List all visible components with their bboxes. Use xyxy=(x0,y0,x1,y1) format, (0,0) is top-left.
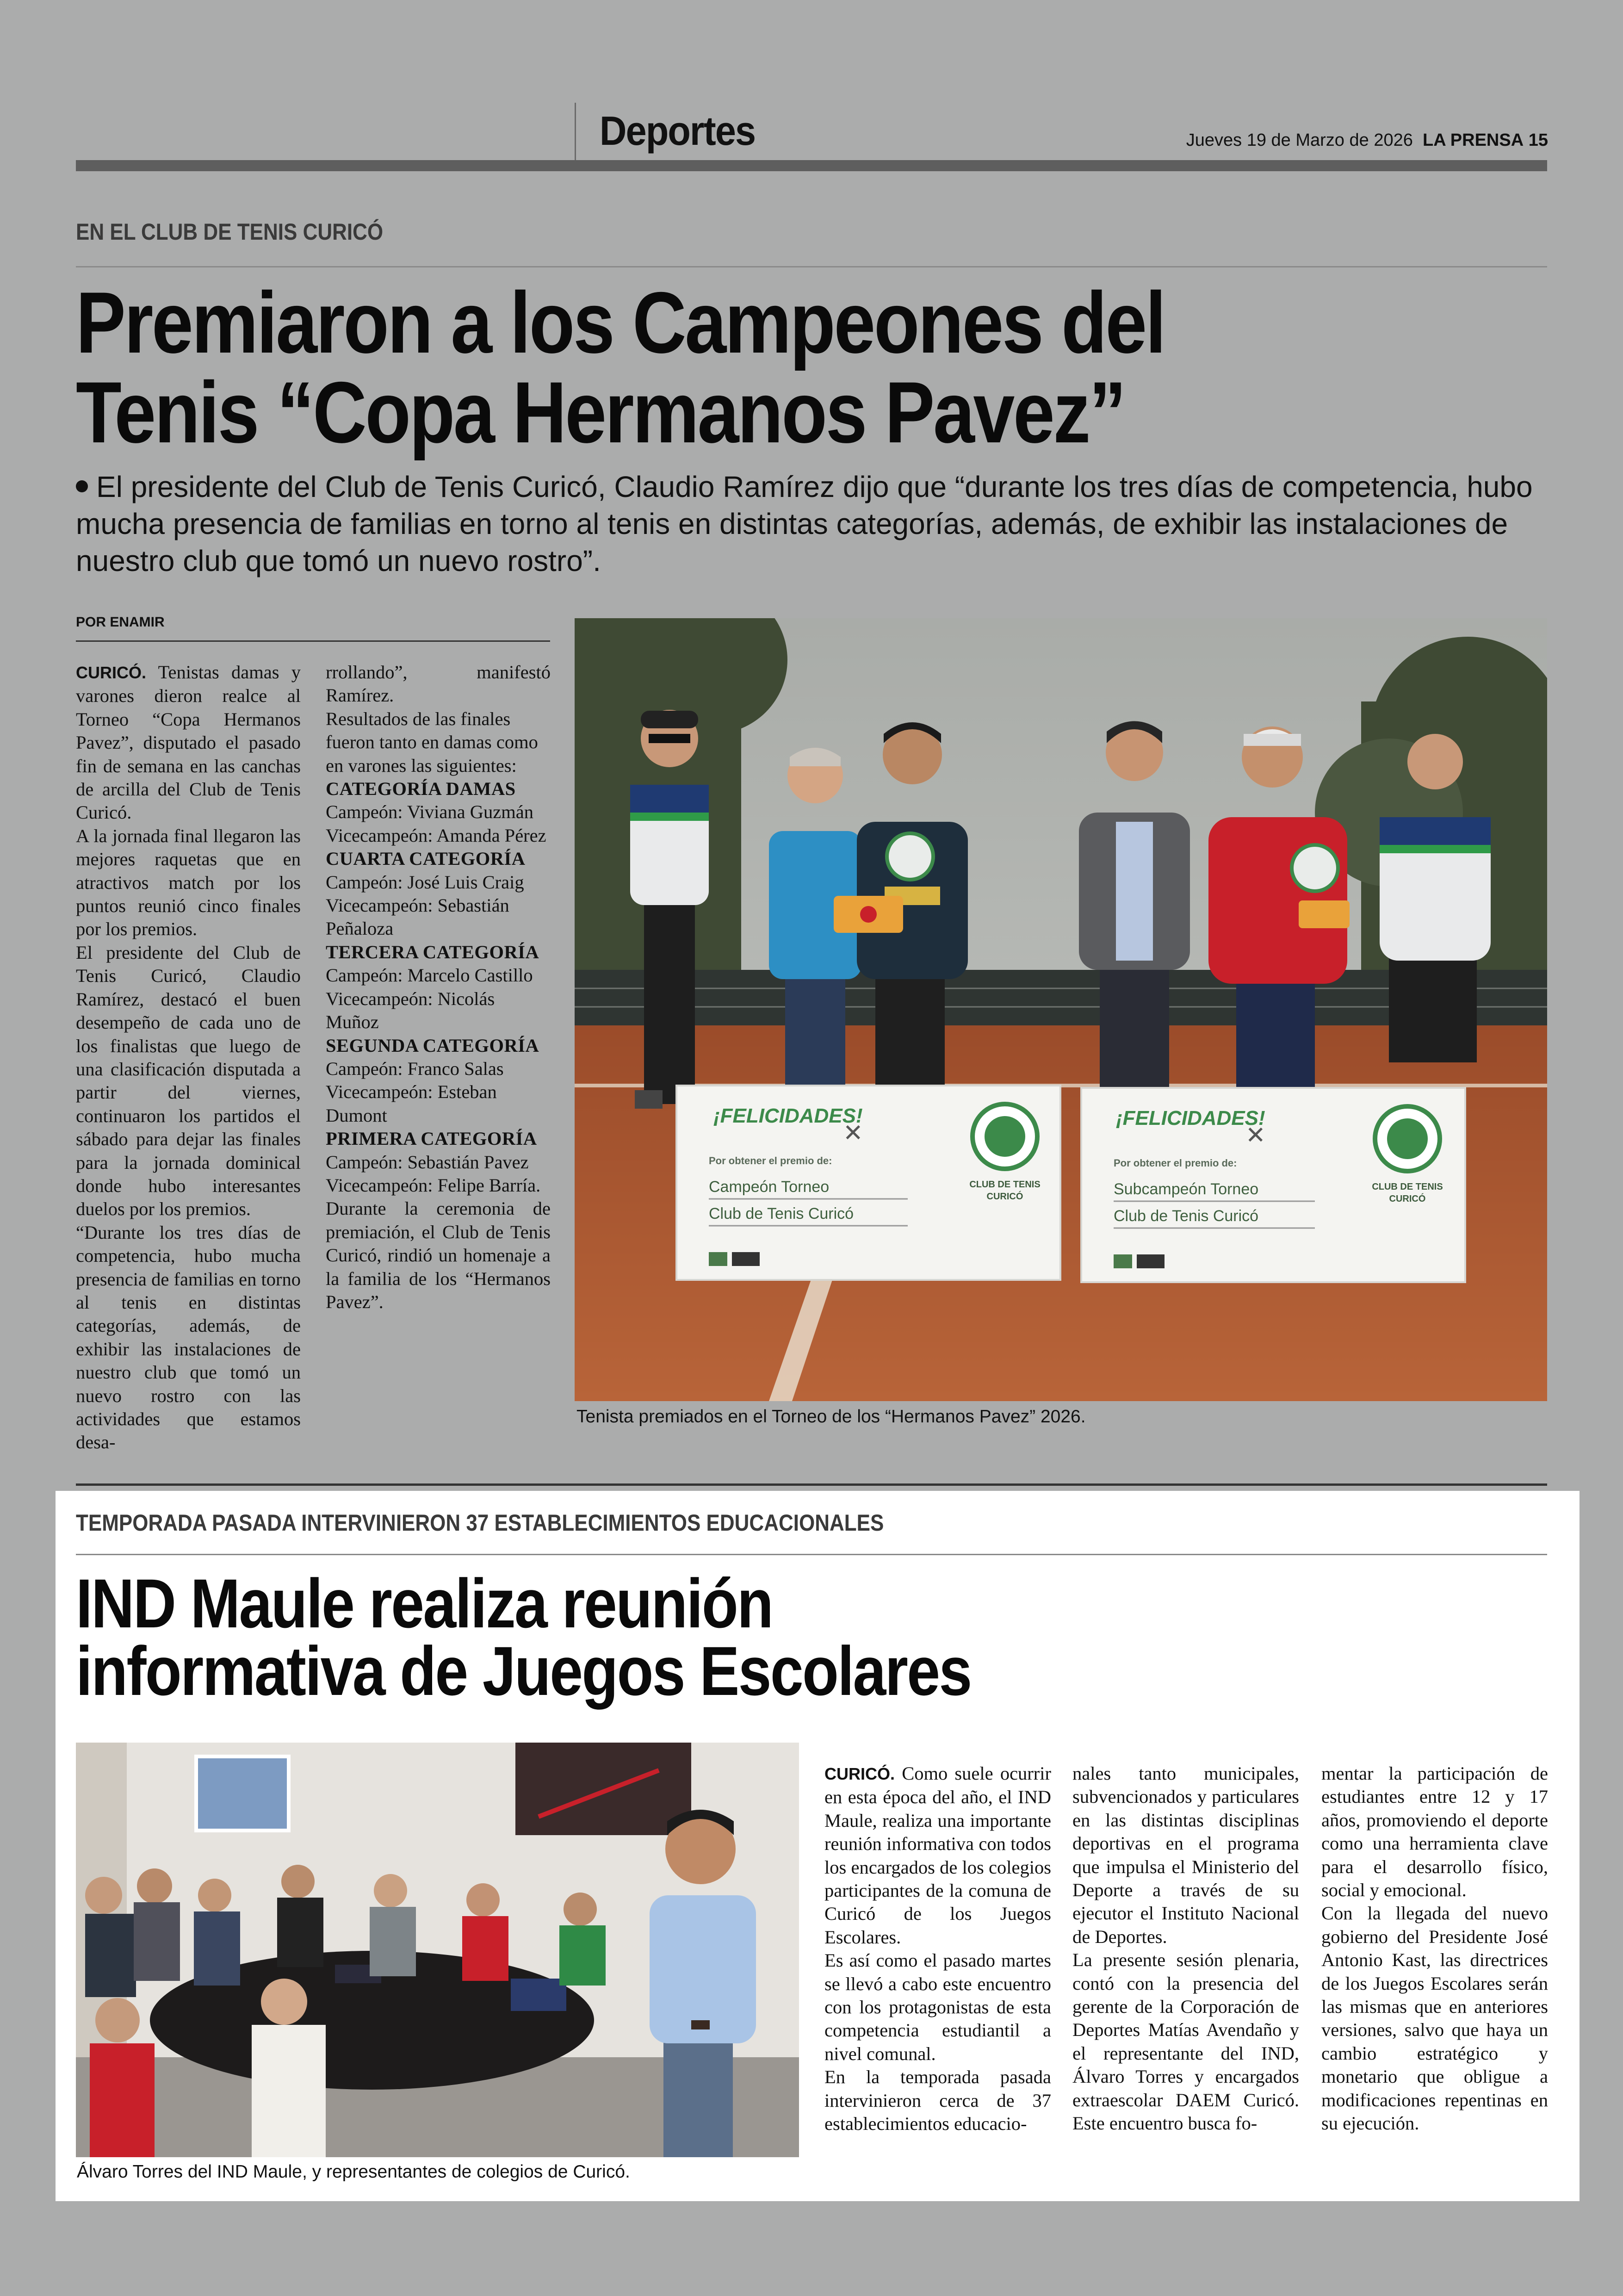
page-number: 15 xyxy=(1528,130,1548,150)
paragraph: La presente sesión plenaria, contó con la presencia del gerente de la Corporación de Deportes Matías Avendaño y el representante del IND, Álvaro Torres y encargados extraescolar DAEM Curicó. Este encuentro busca fo- xyxy=(1072,1949,1299,2134)
article1-deck-text: El presidente del Club de Tenis Curicó, Claudio Ramírez dijo que “durante los tres días de competencia, hubo mucha presencia de familias en torno al tenis en distintas categorías, además, de exhibir las instalaciones de nuestro club que tomó un nuevo rostro”. xyxy=(76,470,1533,577)
runner-up: Vicecampeón: Esteban Dumont xyxy=(326,1081,497,1126)
page-date-line xyxy=(1186,130,1548,150)
club-logo-left-text2: CURICÓ xyxy=(986,1191,1023,1202)
paragraph: mentar la participación de estudiantes entre 12 y 17 años, promoviendo el deporte como una herramienta clave para el desarrollo físico, social y emocional. xyxy=(1321,1763,1548,1901)
category-heading: CATEGORÍA DAMAS xyxy=(326,778,516,800)
paragraph: nales tanto municipales, subvencionados y particulares en las distintas disciplinas deportivas en el programa que impulsa el Ministerio del Deporte a través de su ejecutor el Instituto Nacional de Deportes. xyxy=(1072,1763,1299,1947)
article2-column-2 xyxy=(1072,1762,1299,2135)
runner-up: Vicecampeón: Amanda Pérez xyxy=(326,825,546,846)
article2-photo-caption: Álvaro Torres del IND Maule, y representantes de colegios de Curicó. xyxy=(77,2162,630,2182)
newspaper-name: LA PRENSA xyxy=(1422,130,1524,150)
article2-headline-line1: IND Maule realiza reunión xyxy=(76,1564,773,1642)
article1-kicker: EN EL CLUB DE TENIS CURICÓ xyxy=(76,219,384,245)
runner-up: Vicecampeón: Nicolás Muñoz xyxy=(326,988,495,1033)
category-heading: TERCERA CATEGORÍA xyxy=(326,941,539,962)
byline-rule xyxy=(76,640,550,642)
header-divider xyxy=(575,103,576,160)
banner-left-award2: Club de Tenis Curicó xyxy=(709,1205,854,1222)
article1-photo-caption: Tenista premiados en el Torneo de los “Hermanos Pavez” 2026. xyxy=(576,1407,1086,1427)
paragraph: Con la llegada del nuevo gobierno del Presidente José Antonio Kast, las directrices de los Juegos Escolares serán las mismas que en anteriores versiones, salvo que haya un cambio estratégico y monetario que obligue a modificaciones repentinas en su ejecución. xyxy=(1321,1903,1548,2134)
banner-right-award2: Club de Tenis Curicó xyxy=(1114,1207,1259,1225)
champion: Campeón: Marcelo Castillo xyxy=(326,965,533,986)
article2-column-1 xyxy=(824,1762,1051,2136)
paragraph: rrollando”, manifestó Ramírez. xyxy=(326,662,551,706)
banner-right-title: ¡FELICIDADES! xyxy=(1116,1107,1265,1129)
trophy-box-right xyxy=(1299,900,1350,928)
article1-deck xyxy=(76,468,1547,579)
crossed-rackets-icon: ✕ xyxy=(843,1119,863,1147)
paragraph: Resultados de las finales fueron tanto en damas como en varones las siguientes: xyxy=(326,708,538,776)
article1-kicker-rule xyxy=(76,266,1547,267)
category-heading: PRIMERA CATEGORÍA xyxy=(326,1128,537,1149)
paragraph: “Durante los tres días de competencia, hubo mucha presencia de familias en torno al tenis en distintas categorías, además, de exhibir las instalaciones de nuestro club que tomó un nuevo rostro con las actividades que estamos desa- xyxy=(76,1222,301,1453)
champion: Campeón: Franco Salas xyxy=(326,1058,504,1079)
article1-byline: POR ENAMIR xyxy=(76,614,165,630)
runner-up: Vicecampeón: Felipe Barría. xyxy=(326,1174,541,1196)
category-heading: SEGUNDA CATEGORÍA xyxy=(326,1035,539,1056)
paragraph: Es así como el pasado martes se llevó a cabo este encuentro con los protagonistas de esta competencia estudiantil a nivel comunal. xyxy=(824,1950,1051,2064)
champion: Campeón: Viviana Guzmán xyxy=(326,801,533,823)
article-separator xyxy=(76,1483,1547,1486)
article2-kicker: TEMPORADA PASADA INTERVINIERON 37 ESTABLECIMIENTOS EDUCACIONALES xyxy=(76,1510,884,1536)
paragraph: CURICÓ. Tenistas damas y varones dieron realce al Torneo “Copa Hermanos Pavez”, disputado el pasado fin de semana en las canchas de arcilla del Club de Tenis Curicó. xyxy=(76,662,301,823)
champion: Campeón: Sebastián Pavez xyxy=(326,1151,529,1173)
champion: Campeón: José Luis Craig xyxy=(326,871,524,893)
tennis-award-photo xyxy=(575,618,1547,1401)
category-heading: CUARTA CATEGORÍA xyxy=(326,848,526,869)
article1-headline-line1: Premiaron a los Campeones del xyxy=(76,274,1165,371)
banner-right-award1: Subcampeón Torneo xyxy=(1114,1180,1259,1198)
club-logo-right-text2: CURICÓ xyxy=(1389,1194,1426,1204)
paragraph: Durante la ceremonia de premiación, el Club de Tenis Curicó, rindió un homenaje a la familia de los “Hermanos Pavez”. xyxy=(326,1198,551,1312)
banner-right-sub: Por obtener el premio de: xyxy=(1114,1157,1237,1169)
article1-headline xyxy=(76,274,1270,461)
article1-column-2 xyxy=(326,661,551,1314)
meeting-photo xyxy=(76,1743,799,2157)
article2-headline xyxy=(76,1564,1230,1710)
paragraph: A la jornada final llegaron las mejores raquetas que en atractivos match por los puntos reunió cinco finales por los premios. xyxy=(76,825,301,940)
club-logo-left-text1: CLUB DE TENIS xyxy=(969,1179,1041,1190)
paragraph: En la temporada pasada intervinieron cerca de 37 establecimientos educacio- xyxy=(824,2066,1051,2135)
paragraph: CURICÓ. Como suele ocurrir en esta época del año, el IND Maule, realiza una importante reunión informativa con todos los encargados de los colegios participantes de la comuna de Curicó de los Juegos Escolares. xyxy=(824,1763,1052,1948)
runner-up-banner xyxy=(1081,1088,1465,1282)
wall-poster-gymnast xyxy=(515,1743,691,1835)
banner-left-award1: Campeón Torneo xyxy=(709,1178,830,1196)
club-logo-right-text1: CLUB DE TENIS xyxy=(1372,1182,1443,1192)
bullet-icon xyxy=(76,480,88,492)
article1-column-1 xyxy=(76,661,301,1454)
wall-poster-left xyxy=(196,1756,289,1831)
article1-headline-line2: Tenis “Copa Hermanos Pavez” xyxy=(76,364,1125,461)
dateline: CURICÓ. xyxy=(76,663,146,682)
section-title: Deportes xyxy=(600,108,756,154)
article2-kicker-rule xyxy=(76,1554,1547,1555)
banner-left-title: ¡FELICIDADES! xyxy=(713,1105,863,1127)
article2-column-3 xyxy=(1321,1762,1548,2135)
runner-up: Vicecampeón: Sebastián Peñaloza xyxy=(326,895,509,939)
dateline: CURICÓ. xyxy=(824,1764,895,1783)
issue-date: Jueves 19 de Marzo de 2026 xyxy=(1186,130,1413,150)
paragraph: El presidente del Club de Tenis Curicó, Claudio Ramírez, destacó el buen desempeño de cada uno de los finalistas que luego de una clasificación disputada a partir del viernes, continuaron los partidos el sábado para dejar las finales para la jornada dominical donde hubo interesantes duelos por los premios. xyxy=(76,942,301,1220)
champion-banner xyxy=(676,1086,1060,1280)
header-bar xyxy=(76,160,1547,171)
crossed-rackets-icon: ✕ xyxy=(1245,1122,1266,1149)
banner-left-sub: Por obtener el premio de: xyxy=(709,1155,832,1167)
article2-headline-line2: informativa de Juegos Escolares xyxy=(76,1632,971,1710)
